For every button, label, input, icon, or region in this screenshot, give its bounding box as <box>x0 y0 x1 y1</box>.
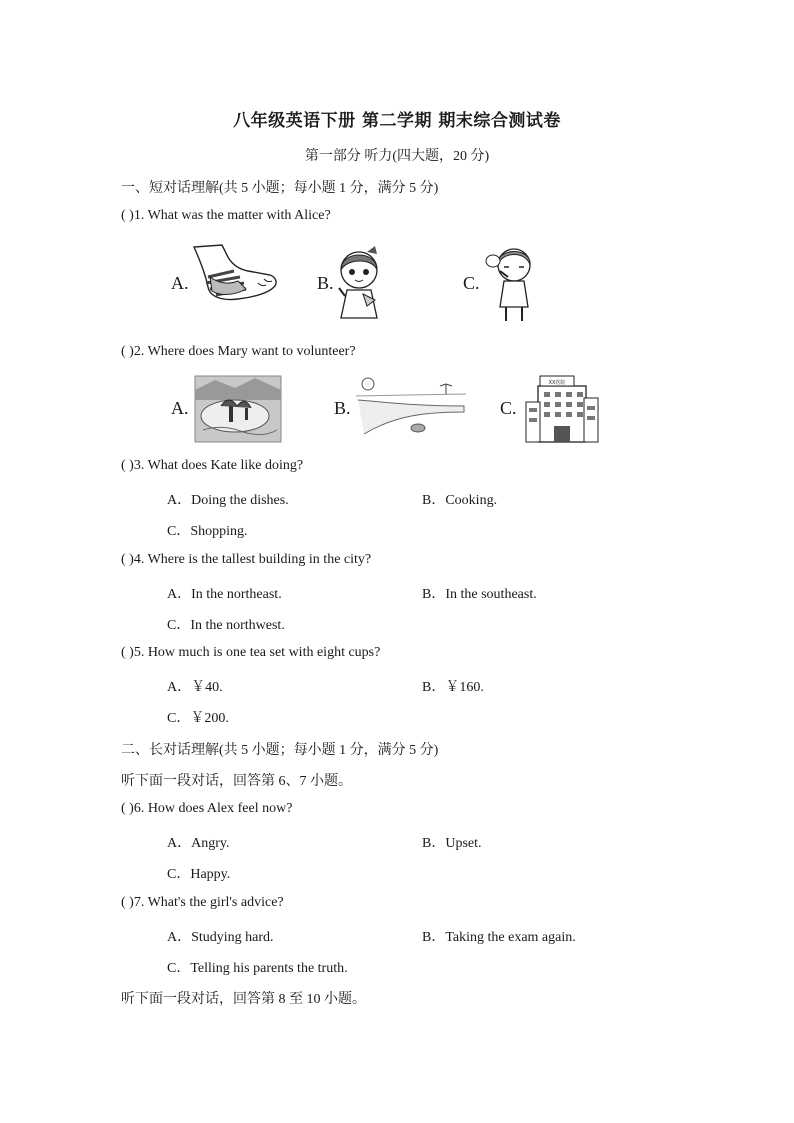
q1-label-b: B. <box>317 273 334 293</box>
q3-option-c: C．Shopping. <box>167 524 248 539</box>
section-1-heading: 一、短对话理解(共 5 小题；每小题 1 分，满分 5 分) <box>121 181 439 196</box>
question-5: ( )5. How much is one tea set with eight cups? <box>121 645 381 660</box>
q1-label-a: A. <box>171 273 189 293</box>
section-2-heading: 二、长对话理解(共 5 小题；每小题 1 分，满分 5 分) <box>121 743 439 758</box>
q5-option-b: B．￥160. <box>422 680 484 695</box>
q6-option-b: B．Upset. <box>422 836 482 851</box>
q7-option-c: C．Telling his parents the truth. <box>167 961 348 976</box>
girl-coughing-picture <box>482 241 544 327</box>
q2-label-c: C. <box>500 398 517 418</box>
part-heading: 第一部分 听力(四大题，20 分) <box>304 149 490 164</box>
q4-option-b: B．In the southeast. <box>422 587 537 602</box>
question-3: ( )3. What does Kate like doing? <box>121 458 304 473</box>
hospital-picture <box>522 376 602 442</box>
instruction-6-7: 听下面一段对话，回答第 6、7 小题。 <box>121 774 352 789</box>
girl-with-sling-picture <box>333 244 385 324</box>
exam-title: 八年级英语下册 第二学期 期末综合测试卷 <box>233 111 561 131</box>
q3-option-b: B．Cooking. <box>422 493 498 508</box>
beach-picture <box>354 376 468 438</box>
bandaged-foot-picture <box>188 243 280 305</box>
q4-option-c: C．In the northwest. <box>167 618 285 633</box>
q6-option-c: C．Happy. <box>167 867 231 882</box>
hospital-sign: XX医院 <box>548 380 566 386</box>
q2-label-b: B. <box>334 398 351 418</box>
q4-option-a: A．In the northeast. <box>167 587 282 602</box>
q5-option-a: A．￥40. <box>167 680 223 695</box>
q1-label-c: C. <box>463 273 480 293</box>
instruction-8-10: 听下面一段对话，回答第 8 至 10 小题。 <box>121 992 366 1007</box>
park-picture <box>195 376 281 442</box>
q7-option-a: A．Studying hard. <box>167 930 274 945</box>
q6-option-a: A．Angry. <box>167 836 230 851</box>
q3-option-a: A．Doing the dishes. <box>167 493 289 508</box>
question-4: ( )4. Where is the tallest building in the city? <box>121 552 372 567</box>
q2-label-a: A. <box>171 398 189 418</box>
q5-option-c: C．￥200. <box>167 711 229 726</box>
question-2: ( )2. Where does Mary want to volunteer? <box>121 344 356 359</box>
question-6: ( )6. How does Alex feel now? <box>121 801 293 816</box>
q7-option-b: B．Taking the exam again. <box>422 930 576 945</box>
question-1: ( )1. What was the matter with Alice? <box>121 208 331 223</box>
question-7: ( )7. What's the girl's advice? <box>121 895 284 910</box>
